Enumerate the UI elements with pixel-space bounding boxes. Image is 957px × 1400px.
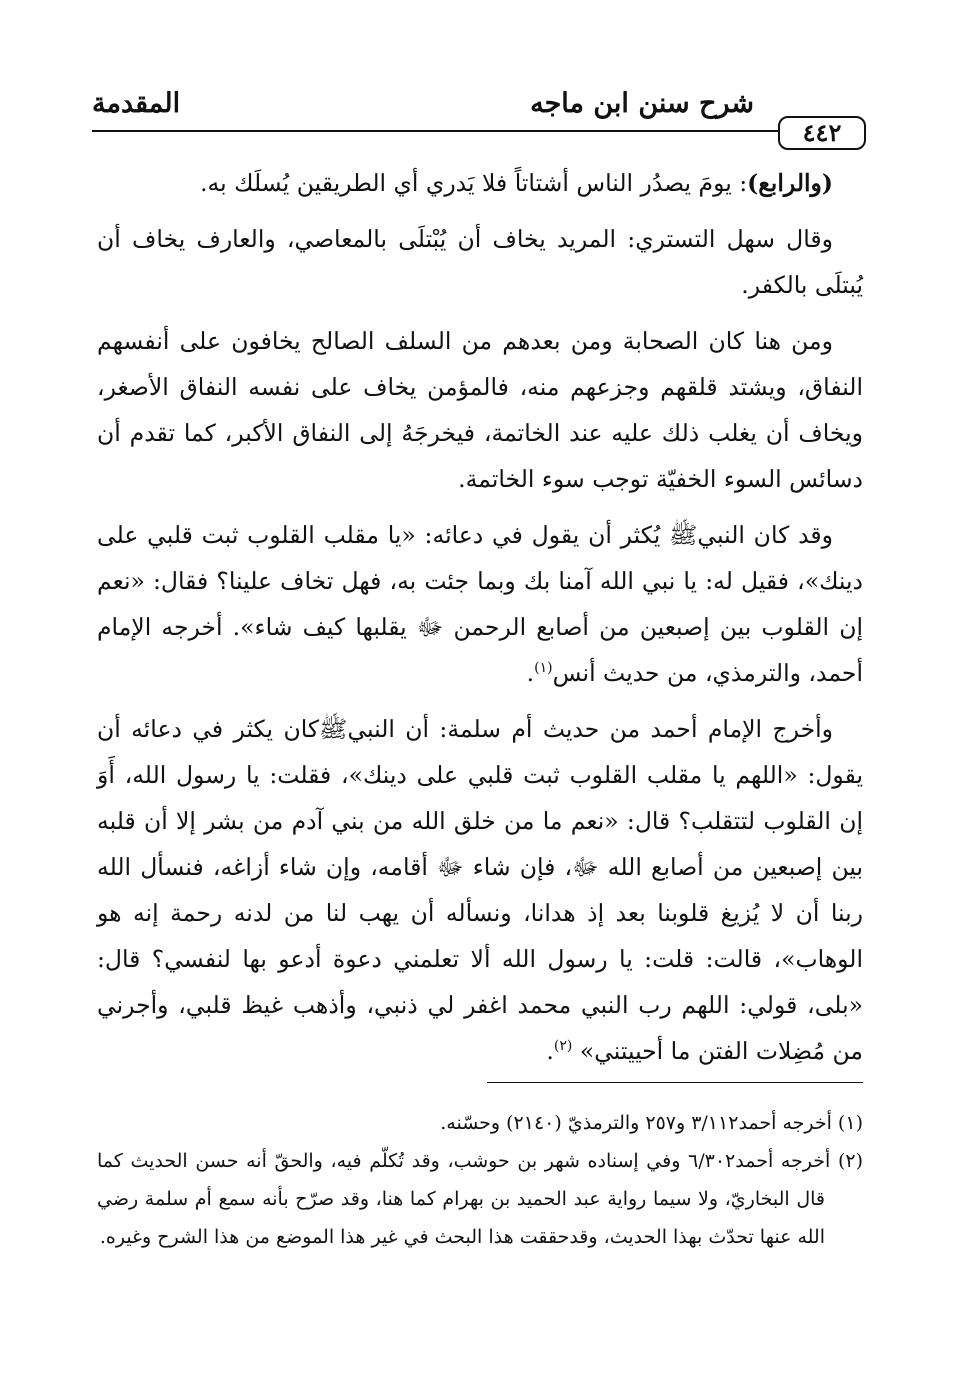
footnotes (97, 1104, 863, 1256)
paragraph-4: وقد كان النبيﷺ يُكثر أن يقول في دعائه: «يا مقلب القلوب ثبت قلبي على دينك»، فقيل له: يا نبي الله آمنا بك وبما جئت به، فهل تخاف علينا؟ فقال: «نعم إن القلوب بين إصبعين من أصابع الرحمن ﷻ يقلبها كيف شاء». أخرجه الإمام أحمد، والترمذي، من حديث أنس$^{(١)}$. (97, 521, 863, 687)
footnote-ref-1: (١) (534, 660, 553, 677)
paragraph-1-label: (والرابع) (747, 169, 833, 197)
footnote-1: (١) أخرجه أحمد٣/١١٢ و٢٥٧ والترمذيّ (٢١٤٠) وحسّنه. (440, 1112, 863, 1134)
footnote-ref-2: (٢) (553, 1038, 573, 1055)
paragraph-5-text: وأخرج الإمام أحمد من حديث أم سلمة: أن النبيﷺكان يكثر في دعائه أن يقول: «اللهم يا مقلب القلوب ثبت قلبي على دينك»، فقلت: يا رسول الله، أَوَ إن القلوب لتتقلب؟ قال: «نعم ما من خلق الله من بني آدم من بشر إلا أن قلبه بين إصبعين من أصابع الله ﷻ، فإن شاء ﷻ أقامه، وإن شاء أزاغه، فنسأل الله ربنا أن لا يُزيغ قلوبنا بعد إذ هدانا، ونسأله أن يهب لنا من لدنه رحمة إنه هو الوهاب»، قالت: قلت: يا رسول الله ألا تعلمني دعوة أدعو بها لنفسي؟ قال: «بلى، قولي: اللهم رب النبي محمد اغفر لي ذنبي، وأذهب غيظ قلبي، وأجرني من مُضِلات الفتن ما أحييتني» (97, 715, 863, 1065)
paragraph-4-text: وقد كان النبيﷺ يُكثر أن يقول في دعائه: «يا مقلب القلوب ثبت قلبي على دينك»، فقيل له: يا نبي الله آمنا بك وبما جئت به، فهل تخاف علينا؟ فقال: «نعم إن القلوب بين إصبعين من أصابع الرحمن ﷻ يقلبها كيف شاء». أخرجه الإمام أحمد، والترمذي، من حديث أنس (97, 521, 863, 687)
header-rule (92, 130, 780, 132)
paragraph-1-text: : يومَ يصدُر الناس أشتاتاً فلا يَدري أي الطريقين يُسلَك به. (200, 169, 748, 197)
footnote-2: (٢) أخرجه أحمد٦/٣٠٢ وفي إسناده شهر بن حوشب، وقد تُكلّم فيه، والحقّ أنه حسن الحديث كما قال البخاريّ، ولا سيما رواية عبد الحميد بن بهرام كما هنا، وقد صرّح بأنه سمع أم سلمة رضي الله عنها تحدّث بهذا الحديث، وقدحققت هذا البحث في غير هذا الموضع من هذا الشرح وغيره. (97, 1150, 863, 1248)
page-header (92, 88, 866, 148)
page-number: ٤٤٢ (778, 116, 866, 150)
paragraph-3: ومن هنا كان الصحابة ومن بعدهم من السلف الصالح يخافون على أنفسهم النفاق، ويشتد قلقهم وجزعهم منه، فالمؤمن يخاف على نفسه النفاق الأصغر، ويخاف أن يغلب ذلك عليه عند الخاتمة، فيخرجَهُ إلى النفاق الأكبر، كما تقدم أن دسائس السوء الخفيّة توجب سوء الخاتمة. (97, 327, 863, 493)
paragraph-2: وقال سهل التستري: المريد يخاف أن يُبْتلَى بالمعاصي، والعارف يخاف أن يُبتلَى بالكفر. (97, 225, 863, 299)
footnote-separator (487, 1082, 863, 1083)
main-text (97, 160, 863, 1084)
section-name: المقدمة (92, 88, 181, 119)
paragraph-1 (97, 160, 863, 206)
paragraph-5: وأخرج الإمام أحمد من حديث أم سلمة: أن النبيﷺكان يكثر في دعائه أن يقول: «اللهم يا مقلب القلوب ثبت قلبي على دينك»، فقلت: يا رسول الله، أَوَ إن القلوب لتتقلب؟ قال: «نعم ما من خلق الله من بني آدم من بشر إلا أن قلبه بين إصبعين من أصابع الله ﷻ، فإن شاء ﷻ أقامه، وإن شاء أزاغه، فنسأل الله ربنا أن لا يُزيغ قلوبنا بعد إذ هدانا، ونسأله أن يهب لنا من لدنه رحمة إنه هو الوهاب»، قالت: قلت: يا رسول الله ألا تعلمني دعوة أدعو بها لنفسي؟ قال: «بلى، قولي: اللهم رب النبي محمد اغفر لي ذنبي، وأذهب غيظ قلبي، وأجرني من مُضِلات الفتن ما أحييتني» $^{(٢)}$. (97, 715, 863, 1065)
running-title: شرح سنن ابن ماجه (530, 88, 754, 119)
